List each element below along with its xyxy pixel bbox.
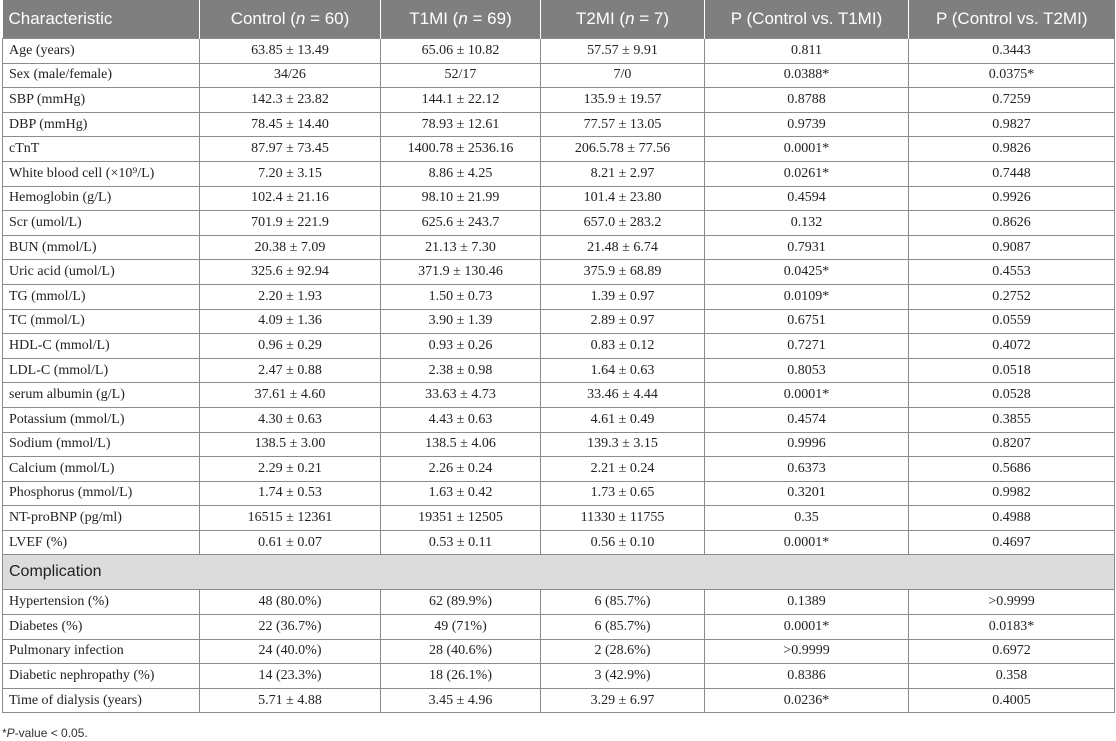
cell-characteristic: Time of dialysis (years) (3, 688, 200, 713)
table-row (3, 506, 1115, 531)
cell-p-t1mi: 0.9739 (705, 112, 909, 137)
cell-p-t2mi: 0.7259 (909, 88, 1115, 113)
table-body (3, 39, 1115, 713)
cell-p-t2mi: 0.2752 (909, 284, 1115, 309)
table-row (3, 88, 1115, 113)
cell-characteristic: Sex (male/female) (3, 63, 200, 88)
cell-p-t2mi: 0.9926 (909, 186, 1115, 211)
cell-t2mi: 657.0 ± 283.2 (541, 211, 705, 236)
cell-t2mi: 1.64 ± 0.63 (541, 358, 705, 383)
table-row (3, 688, 1115, 713)
cell-characteristic: BUN (mmol/L) (3, 235, 200, 260)
cell-p-t2mi: 0.9087 (909, 235, 1115, 260)
table-row (3, 39, 1115, 64)
table-header (3, 0, 1115, 39)
cell-control: 1.74 ± 0.53 (200, 481, 381, 506)
cell-control: 0.96 ± 0.29 (200, 334, 381, 359)
cell-p-t2mi: 0.8207 (909, 432, 1115, 457)
cell-characteristic: Diabetic nephropathy (%) (3, 664, 200, 689)
table-row (3, 481, 1115, 506)
cell-p-t1mi: 0.0236* (705, 688, 909, 713)
cell-p-t1mi: 0.0001* (705, 615, 909, 640)
cell-t2mi: 135.9 ± 19.57 (541, 88, 705, 113)
cell-t2mi: 2.89 ± 0.97 (541, 309, 705, 334)
cell-p-t2mi: 0.3443 (909, 39, 1115, 64)
cell-t2mi: 3 (42.9%) (541, 664, 705, 689)
cell-t1mi: 4.43 ± 0.63 (381, 407, 541, 432)
cell-p-t2mi: 0.0375* (909, 63, 1115, 88)
cell-p-t1mi: 0.8788 (705, 88, 909, 113)
cell-p-t2mi: 0.0183* (909, 615, 1115, 640)
cell-t1mi: 49 (71%) (381, 615, 541, 640)
cell-p-t1mi: 0.4594 (705, 186, 909, 211)
cell-control: 78.45 ± 14.40 (200, 112, 381, 137)
cell-p-t1mi: 0.132 (705, 211, 909, 236)
cell-characteristic: DBP (mmHg) (3, 112, 200, 137)
cell-p-t2mi: 0.4553 (909, 260, 1115, 285)
cell-t2mi: 57.57 ± 9.91 (541, 39, 705, 64)
cell-characteristic: Calcium (mmol/L) (3, 457, 200, 482)
table-row (3, 530, 1115, 555)
cell-control: 7.20 ± 3.15 (200, 161, 381, 186)
cell-characteristic: Hemoglobin (g/L) (3, 186, 200, 211)
table-row (3, 186, 1115, 211)
cell-characteristic: Hypertension (%) (3, 590, 200, 615)
cell-characteristic: Uric acid (umol/L) (3, 260, 200, 285)
cell-characteristic: Potassium (mmol/L) (3, 407, 200, 432)
cell-p-t1mi: 0.0388* (705, 63, 909, 88)
cell-t1mi: 62 (89.9%) (381, 590, 541, 615)
cell-control: 325.6 ± 92.94 (200, 260, 381, 285)
cell-p-t1mi: 0.0109* (705, 284, 909, 309)
cell-characteristic: Diabetes (%) (3, 615, 200, 640)
cell-p-t1mi: 0.9996 (705, 432, 909, 457)
cell-p-t1mi: 0.1389 (705, 590, 909, 615)
cell-control: 14 (23.3%) (200, 664, 381, 689)
cell-characteristic: HDL-C (mmol/L) (3, 334, 200, 359)
table-row (3, 358, 1115, 383)
cell-t1mi: 78.93 ± 12.61 (381, 112, 541, 137)
cell-control: 48 (80.0%) (200, 590, 381, 615)
cell-characteristic: cTnT (3, 137, 200, 162)
cell-p-t2mi: >0.9999 (909, 590, 1115, 615)
cell-p-t2mi: 0.4697 (909, 530, 1115, 555)
table-row (3, 309, 1115, 334)
cell-t2mi: 0.83 ± 0.12 (541, 334, 705, 359)
cell-p-t2mi: 0.8626 (909, 211, 1115, 236)
cell-characteristic: TC (mmol/L) (3, 309, 200, 334)
header-control: Control (n = 60) (200, 0, 381, 39)
cell-characteristic: Sodium (mmol/L) (3, 432, 200, 457)
cell-p-t1mi: 0.8053 (705, 358, 909, 383)
cell-t2mi: 8.21 ± 2.97 (541, 161, 705, 186)
cell-t2mi: 1.39 ± 0.97 (541, 284, 705, 309)
table-row (3, 161, 1115, 186)
cell-control: 63.85 ± 13.49 (200, 39, 381, 64)
table-container (2, 0, 1114, 713)
section-row-complication (3, 555, 1115, 590)
header-t2mi: T2MI (n = 7) (541, 0, 705, 39)
cell-t2mi: 4.61 ± 0.49 (541, 407, 705, 432)
table-row (3, 211, 1115, 236)
header-characteristic: Characteristic (3, 0, 200, 39)
table-row (3, 63, 1115, 88)
table-row (3, 615, 1115, 640)
cell-characteristic: LDL-C (mmol/L) (3, 358, 200, 383)
cell-p-t2mi: 0.7448 (909, 161, 1115, 186)
cell-t1mi: 19351 ± 12505 (381, 506, 541, 531)
cell-control: 2.47 ± 0.88 (200, 358, 381, 383)
cell-p-t2mi: 0.0559 (909, 309, 1115, 334)
table-row (3, 383, 1115, 408)
cell-t2mi: 3.29 ± 6.97 (541, 688, 705, 713)
cell-t1mi: 371.9 ± 130.46 (381, 260, 541, 285)
cell-characteristic: serum albumin (g/L) (3, 383, 200, 408)
cell-control: 0.61 ± 0.07 (200, 530, 381, 555)
cell-t1mi: 1.63 ± 0.42 (381, 481, 541, 506)
cell-t2mi: 77.57 ± 13.05 (541, 112, 705, 137)
cell-t1mi: 625.6 ± 243.7 (381, 211, 541, 236)
table-row (3, 334, 1115, 359)
cell-t2mi: 206.5.78 ± 77.56 (541, 137, 705, 162)
cell-t1mi: 33.63 ± 4.73 (381, 383, 541, 408)
characteristics-table (2, 0, 1115, 713)
cell-p-t2mi: 0.4072 (909, 334, 1115, 359)
table-row (3, 260, 1115, 285)
cell-p-t2mi: 0.9982 (909, 481, 1115, 506)
cell-characteristic: White blood cell (×10⁹/L) (3, 161, 200, 186)
cell-p-t2mi: 0.9827 (909, 112, 1115, 137)
cell-t1mi: 3.45 ± 4.96 (381, 688, 541, 713)
cell-p-t2mi: 0.5686 (909, 457, 1115, 482)
cell-t1mi: 144.1 ± 22.12 (381, 88, 541, 113)
header-row (3, 0, 1115, 39)
cell-characteristic: SBP (mmHg) (3, 88, 200, 113)
cell-t1mi: 1.50 ± 0.73 (381, 284, 541, 309)
cell-p-t2mi: 0.0518 (909, 358, 1115, 383)
cell-t1mi: 2.26 ± 0.24 (381, 457, 541, 482)
cell-t1mi: 98.10 ± 21.99 (381, 186, 541, 211)
cell-t2mi: 139.3 ± 3.15 (541, 432, 705, 457)
cell-p-t1mi: 0.6373 (705, 457, 909, 482)
cell-control: 701.9 ± 221.9 (200, 211, 381, 236)
cell-t2mi: 11330 ± 11755 (541, 506, 705, 531)
section-label: Complication (3, 555, 1115, 590)
cell-p-t1mi: 0.7271 (705, 334, 909, 359)
cell-control: 4.09 ± 1.36 (200, 309, 381, 334)
cell-p-t1mi: 0.0001* (705, 530, 909, 555)
cell-control: 20.38 ± 7.09 (200, 235, 381, 260)
cell-t1mi: 8.86 ± 4.25 (381, 161, 541, 186)
cell-control: 37.61 ± 4.60 (200, 383, 381, 408)
cell-t2mi: 33.46 ± 4.44 (541, 383, 705, 408)
cell-p-t1mi: 0.811 (705, 39, 909, 64)
cell-t1mi: 0.53 ± 0.11 (381, 530, 541, 555)
header-t1mi: T1MI (n = 69) (381, 0, 541, 39)
cell-t1mi: 1400.78 ± 2536.16 (381, 137, 541, 162)
cell-t2mi: 6 (85.7%) (541, 590, 705, 615)
cell-t2mi: 0.56 ± 0.10 (541, 530, 705, 555)
cell-t1mi: 52/17 (381, 63, 541, 88)
cell-p-t2mi: 0.0528 (909, 383, 1115, 408)
cell-characteristic: Scr (umol/L) (3, 211, 200, 236)
cell-p-t1mi: 0.0001* (705, 383, 909, 408)
cell-control: 5.71 ± 4.88 (200, 688, 381, 713)
cell-p-t1mi: 0.6751 (705, 309, 909, 334)
cell-t2mi: 7/0 (541, 63, 705, 88)
cell-control: 24 (40.0%) (200, 639, 381, 664)
cell-characteristic: Phosphorus (mmol/L) (3, 481, 200, 506)
table-row (3, 639, 1115, 664)
cell-control: 2.20 ± 1.93 (200, 284, 381, 309)
cell-p-t1mi: 0.0001* (705, 137, 909, 162)
cell-t1mi: 28 (40.6%) (381, 639, 541, 664)
cell-t1mi: 2.38 ± 0.98 (381, 358, 541, 383)
cell-control: 34/26 (200, 63, 381, 88)
cell-characteristic: NT-proBNP (pg/ml) (3, 506, 200, 531)
cell-p-t1mi: 0.35 (705, 506, 909, 531)
table-row (3, 137, 1115, 162)
cell-control: 22 (36.7%) (200, 615, 381, 640)
table-row (3, 457, 1115, 482)
cell-characteristic: TG (mmol/L) (3, 284, 200, 309)
cell-t2mi: 2 (28.6%) (541, 639, 705, 664)
cell-p-t2mi: 0.4988 (909, 506, 1115, 531)
table-row (3, 664, 1115, 689)
cell-p-t1mi: 0.0425* (705, 260, 909, 285)
cell-t1mi: 21.13 ± 7.30 (381, 235, 541, 260)
cell-t1mi: 65.06 ± 10.82 (381, 39, 541, 64)
cell-t1mi: 138.5 ± 4.06 (381, 432, 541, 457)
cell-control: 2.29 ± 0.21 (200, 457, 381, 482)
cell-t2mi: 2.21 ± 0.24 (541, 457, 705, 482)
table-row (3, 590, 1115, 615)
cell-p-t1mi: >0.9999 (705, 639, 909, 664)
cell-p-t1mi: 0.7931 (705, 235, 909, 260)
table-row (3, 407, 1115, 432)
cell-p-t2mi: 0.358 (909, 664, 1115, 689)
cell-p-t1mi: 0.0261* (705, 161, 909, 186)
cell-characteristic: LVEF (%) (3, 530, 200, 555)
cell-t2mi: 375.9 ± 68.89 (541, 260, 705, 285)
cell-control: 142.3 ± 23.82 (200, 88, 381, 113)
cell-t1mi: 0.93 ± 0.26 (381, 334, 541, 359)
cell-p-t2mi: 0.4005 (909, 688, 1115, 713)
cell-p-t1mi: 0.4574 (705, 407, 909, 432)
cell-control: 138.5 ± 3.00 (200, 432, 381, 457)
cell-t1mi: 18 (26.1%) (381, 664, 541, 689)
cell-control: 16515 ± 12361 (200, 506, 381, 531)
cell-p-t2mi: 0.3855 (909, 407, 1115, 432)
table-row (3, 284, 1115, 309)
cell-t1mi: 3.90 ± 1.39 (381, 309, 541, 334)
cell-p-t1mi: 0.3201 (705, 481, 909, 506)
cell-t2mi: 6 (85.7%) (541, 615, 705, 640)
table-row (3, 112, 1115, 137)
header-p-control-vs-t2mi: P (Control vs. T2MI) (909, 0, 1115, 39)
cell-p-t1mi: 0.8386 (705, 664, 909, 689)
cell-t2mi: 1.73 ± 0.65 (541, 481, 705, 506)
footnote: *P-value < 0.05. (2, 726, 88, 740)
cell-t2mi: 101.4 ± 23.80 (541, 186, 705, 211)
cell-t2mi: 21.48 ± 6.74 (541, 235, 705, 260)
cell-control: 102.4 ± 21.16 (200, 186, 381, 211)
cell-control: 87.97 ± 73.45 (200, 137, 381, 162)
cell-p-t2mi: 0.6972 (909, 639, 1115, 664)
cell-control: 4.30 ± 0.63 (200, 407, 381, 432)
cell-characteristic: Pulmonary infection (3, 639, 200, 664)
cell-p-t2mi: 0.9826 (909, 137, 1115, 162)
header-p-control-vs-t1mi: P (Control vs. T1MI) (705, 0, 909, 39)
table-row (3, 235, 1115, 260)
table-row (3, 432, 1115, 457)
cell-characteristic: Age (years) (3, 39, 200, 64)
